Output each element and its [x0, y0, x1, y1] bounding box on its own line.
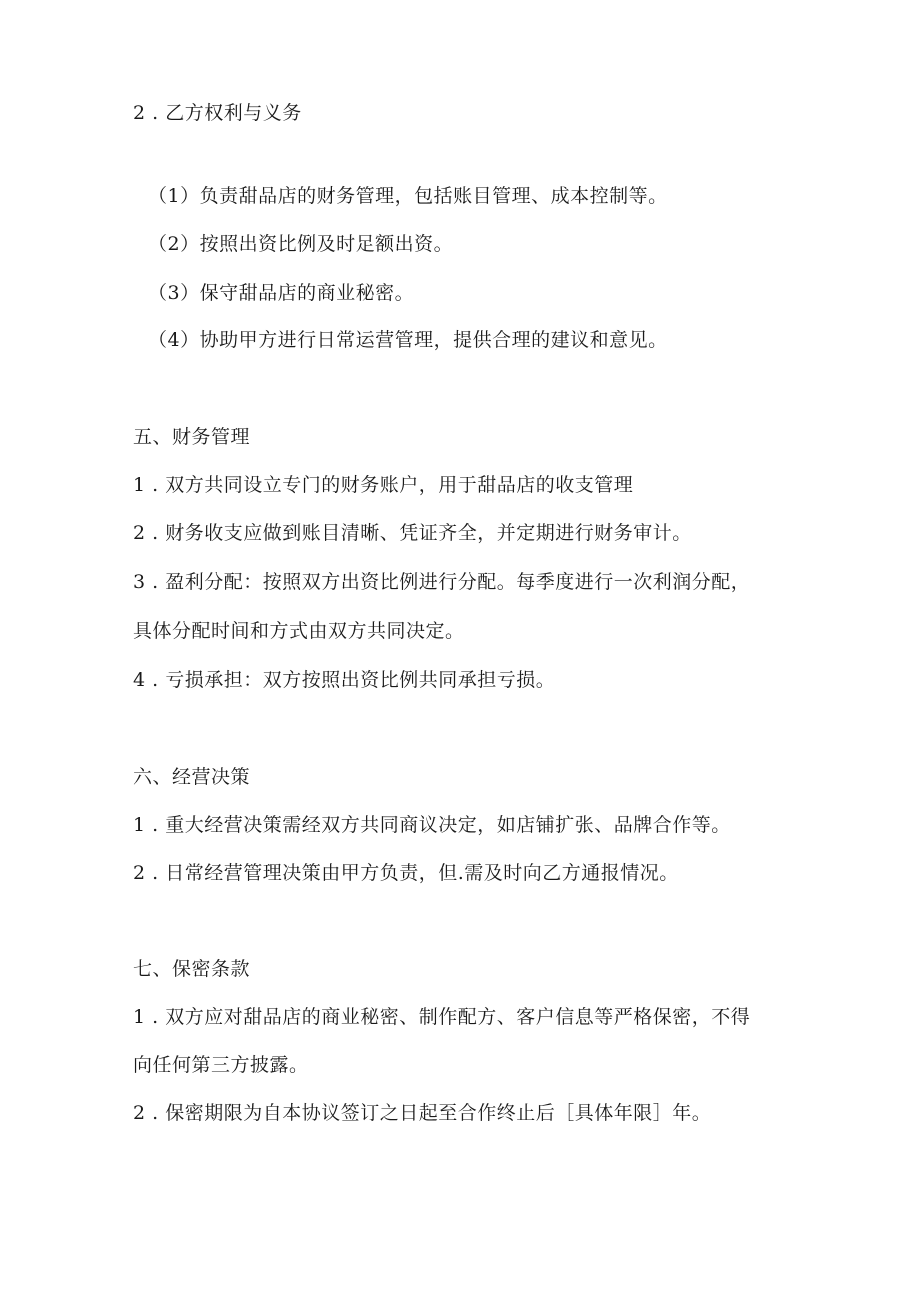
list-item: （1）负责甜品店的财务管理，包括账目管理、成本控制等。 [148, 185, 668, 207]
list-item: 1 . 双方共同设立专门的财务账户，用于甜品店的收支管理 [133, 474, 634, 496]
section-heading: 五、财务管理 [133, 426, 251, 448]
list-item: （4）协助甲方进行日常运营管理，提供合理的建议和意见。 [148, 329, 668, 351]
list-item: 3 . 盈利分配：按照双方出资比例进行分配。每季度进行一次利润分配， [133, 571, 751, 593]
list-item: 2 . 财务收支应做到账目清晰、凭证齐全，并定期进行财务审计。 [133, 522, 692, 544]
list-item: 4 . 亏损承担：双方按照出资比例共同承担亏损。 [133, 669, 556, 691]
list-item: （2）按照出资比例及时足额出资。 [148, 233, 454, 255]
section-heading: 六、经营决策 [133, 766, 251, 788]
list-item: 1 . 重大经营决策需经双方共同商议决定，如店铺扩张、品牌合作等。 [133, 814, 731, 836]
list-item-continuation: 具体分配时间和方式由双方共同决定。 [133, 620, 465, 642]
section-heading: 七、保密条款 [133, 958, 251, 980]
subsection-heading: 2 . 乙方权利与义务 [133, 102, 302, 124]
list-item: 2 . 保密期限为自本协议签订之日起至合作终止后［具体年限］年。 [133, 1102, 712, 1124]
list-item: 1 . 双方应对甜品店的商业秘密、制作配方、客户信息等严格保密，不得 [133, 1006, 751, 1028]
list-item-continuation: 向任何第三方披露。 [133, 1054, 309, 1076]
list-item: 2 . 日常经营管理决策由甲方负责，但.需及时向乙方通报情况。 [133, 862, 679, 884]
list-item: （3）保守甜品店的商业秘密。 [148, 282, 415, 304]
